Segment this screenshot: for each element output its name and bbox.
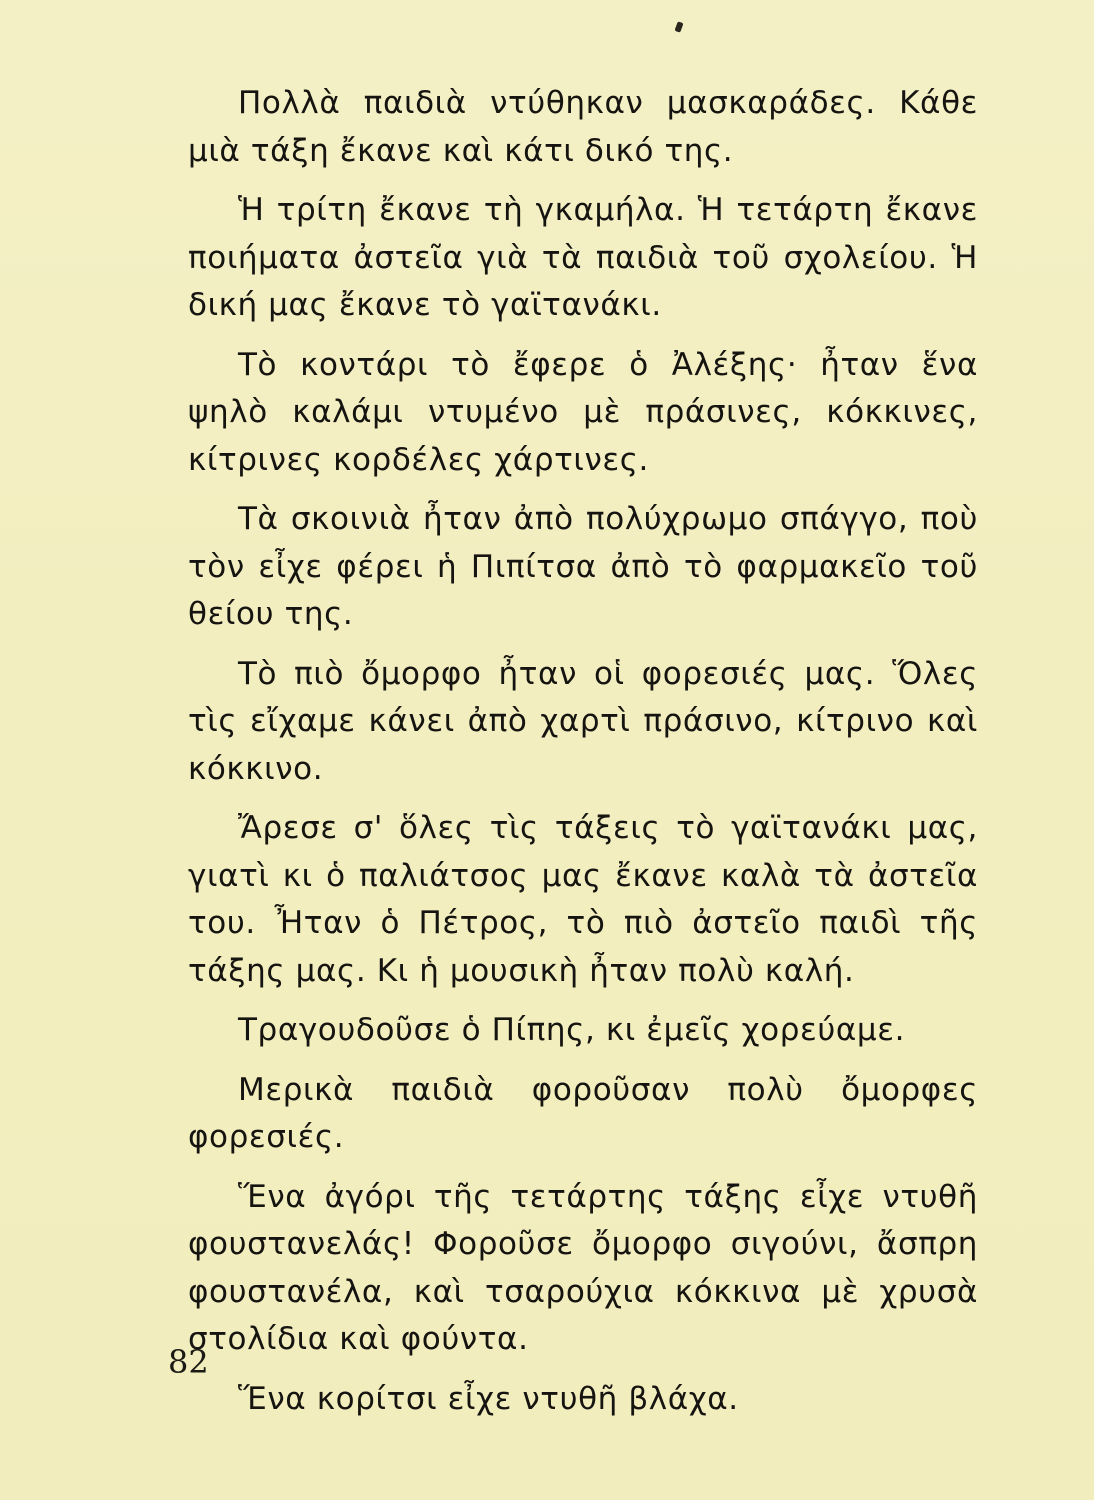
- paragraph: Μερικὰ παιδιὰ φοροῦσαν πολὺ ὄμορφες φορεσιές.: [188, 1071, 978, 1155]
- paragraph: Ἕνα ἀγόρι τῆς τετάρτης τάξης εἶχε ντυθῆ φουστανελάς! Φοροῦσε ὄμορφο σιγούνι, ἄσπρη φουστανέλα, καὶ τσαρούχια κόκκινα μὲ χρυσὰ στολίδια καὶ φούντα.: [188, 1178, 978, 1357]
- paragraph: Τὸ κοντάρι τὸ ἔφερε ὁ Ἀλέξης· ἦταν ἕνα ψηλὸ καλάμι ντυμένο μὲ πράσινες, κόκκινες, κίτρινες κορδέλες χάρτινες.: [188, 346, 978, 478]
- ink-speck: [674, 21, 683, 32]
- paragraph: Ἡ τρίτη ἔκανε τὴ γκαμήλα. Ἡ τετάρτη ἔκανε ποιήματα ἀστεῖα γιὰ τὰ παιδιὰ τοῦ σχολείου. Ἡ δική μας ἔκανε τὸ γαϊτανάκι.: [188, 192, 978, 323]
- paragraph: Ἕνα κορίτσι εἶχε ντυθῆ βλάχα.: [238, 1380, 739, 1417]
- paragraph: Τὰ σκοινιὰ ἦταν ἀπὸ πολύχρωμο σπάγγο, ποὺ τὸν εἶχε φέρει ἡ Πιπίτσα ἀπὸ τὸ φαρμακεῖο τοῦ θείου της.: [188, 501, 978, 632]
- paragraph: Ἄρεσε σ' ὅλες τὶς τάξεις τὸ γαϊτανάκι μας, γιατὶ κι ὁ παλιάτσος μας ἔκανε καλὰ τὰ ἀστεῖα του. Ἦταν ὁ Πέτρος, τὸ πιὸ ἀστεῖο παιδὶ τῆς τάξης μας. Κι ἡ μουσικὴ ἦταν πολὺ καλή.: [188, 810, 978, 989]
- paragraph: Τὸ πιὸ ὄμορφο ἦταν οἱ φορεσιές μας. Ὅλες τὶς εἴχαμε κάνει ἀπὸ χαρτὶ πράσινο, κίτρινο καὶ κόκκινο.: [188, 655, 978, 787]
- body-text: [188, 80, 978, 1423]
- paragraph: Τραγουδοῦσε ὁ Πίπης, κι ἐμεῖς χορεύαμε.: [238, 1012, 906, 1048]
- page-number: 82: [168, 1343, 209, 1381]
- paragraph: Πολλὰ παιδιὰ ντύθηκαν μασκαράδες. Κάθε μιὰ τάξη ἔκανε καὶ κάτι δικό της.: [188, 85, 978, 169]
